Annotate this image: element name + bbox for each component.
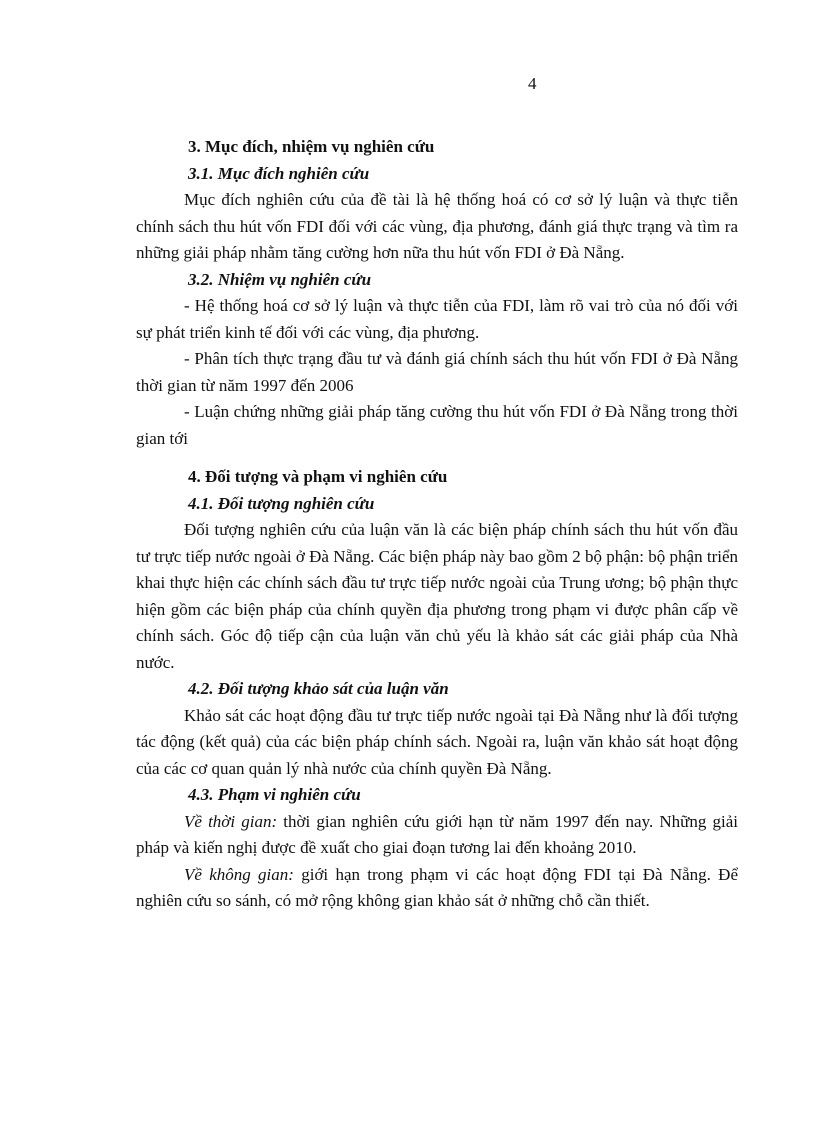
space-scope-label: Về không gian: [184,864,294,884]
section-4-1-paragraph: Đối tượng nghiên cứu của luận văn là các biện pháp chính sách thu hút vốn đầu tư trực tiếp nước ngoài ở Đà Nẵng. Các biện pháp này bao gồm 2 bộ phận: bộ phận triển khai thực hiện các chính sách đầu tư trực tiếp nước ngoài của Trung ương; bộ phận thực hiện gồm các biện pháp của chính quyền địa phương trong phạm vi được phân cấp về chính sách. Góc độ tiếp cận của luận văn chủ yếu là khảo sát các giải pháp của Nhà nước. [136,520,738,672]
task-item-2: - Phân tích thực trạng đầu tư và đánh giá chính sách thu hút vốn FDI ở Đà Nẵng thời gian từ năm 1997 đến 2006 [136,349,738,395]
space-scope-text: giới hạn trong phạm vi các hoạt động FDI tại Đà Nẵng. Để nghiên cứu so sánh, có mở rộng không gian khảo sát ở những chỗ cần thiết. [136,864,738,910]
section-3-1-paragraph: Mục đích nghiên cứu của đề tài là hệ thống hoá có cơ sở lý luận và thực tiễn chính sách thu hút vốn FDI đối với các vùng, địa phương, đánh giá thực trạng và tìm ra những giải pháp nhằm tăng cường hơn nữa thu hút vốn FDI ở Đà Nẵng. [136,190,738,262]
time-scope-paragraph [136,809,738,862]
section-3-1-heading: 3.1. Mục đích nghiên cứu [188,163,370,183]
section-4-heading: 4. Đối tượng và phạm vi nghiên cứu [188,467,448,486]
space-scope-paragraph [136,862,738,915]
section-3-heading: 3. Mục đích, nhiệm vụ nghiên cứu [188,137,435,156]
task-item-1: - Hệ thống hoá cơ sở lý luận và thực tiễn của FDI, làm rõ vai trò của nó đối với sự phát triển kinh tế đối với các vùng, địa phương. [136,296,738,342]
time-scope-text: thời gian nghiên cứu giới hạn từ năm 1997 đến nay. Những giải pháp và kiến nghị được đề xuất cho giai đoạn tương lai đến khoảng 2010. [136,811,738,857]
document-body [136,132,738,915]
section-4-2-paragraph: Khảo sát các hoạt động đầu tư trực tiếp nước ngoài tại Đà Nẵng như là đối tượng tác động (kết quả) của các biện pháp chính sách. Ngoài ra, luận văn khảo sát hoạt động của các cơ quan quản lý nhà nước của chính quyền Đà Nẵng. [136,705,738,778]
section-4-3-heading: 4.3. Phạm vi nghiên cứu [188,785,361,804]
section-3-2-heading: 3.2. Nhiệm vụ nghiên cứu [188,269,372,289]
time-scope-label: Về thời gian: [184,811,278,831]
task-item-3: - Luận chứng những giải pháp tăng cường thu hút vốn FDI ở Đà Nẵng trong thời gian tới [136,402,738,448]
section-4-2-heading: 4.2. Đối tượng khảo sát của luận văn [188,679,449,698]
page-number: 4 [528,74,537,93]
section-4-1-heading: 4.1. Đối tượng nghiên cứu [188,493,375,513]
